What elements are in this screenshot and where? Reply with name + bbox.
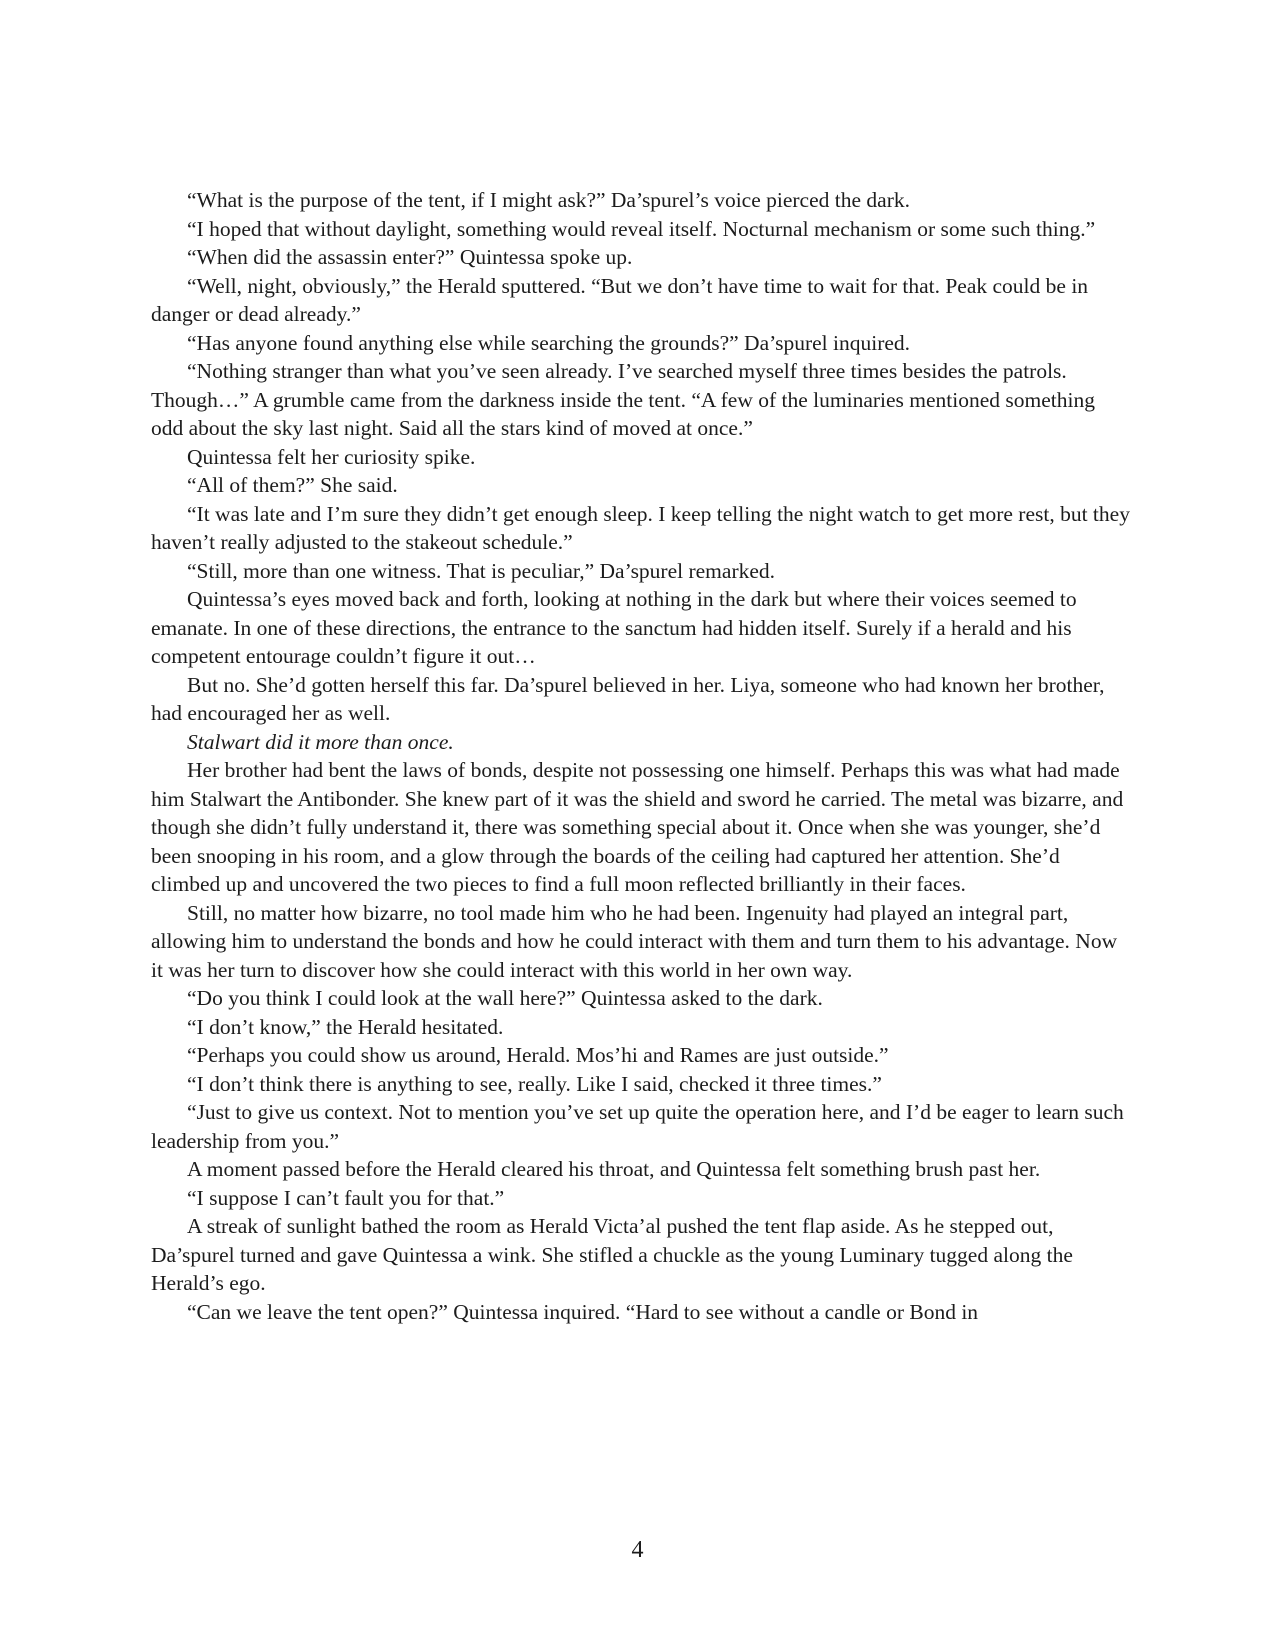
paragraph: “Still, more than one witness. That is peculiar,” Da’spurel remarked. bbox=[187, 558, 776, 583]
paragraph: “It was late and I’m sure they didn’t get enough sleep. I keep telling the night watch to get more rest, but they haven’t really adjusted to the stakeout schedule.” bbox=[151, 501, 1130, 554]
paragraph: “Well, night, obviously,” the Herald sputtered. “But we don’t have time to wait for that. Peak could be in danger or dead already.” bbox=[151, 273, 1089, 326]
paragraph: “All of them?” She said. bbox=[187, 473, 398, 497]
paragraph: “Perhaps you could show us around, Herald. Mos’hi and Rames are just outside.” bbox=[187, 1043, 889, 1067]
paragraph: “What is the purpose of the tent, if I might ask?” Da’spurel’s voice pierced the dark. bbox=[187, 188, 910, 212]
paragraph: “I don’t know,” the Herald hesitated. bbox=[187, 1014, 504, 1039]
paragraph: “Do you think I could look at the wall here?” Quintessa asked to the dark. bbox=[187, 986, 823, 1010]
italic-thought-paragraph: Stalwart did it more than once. bbox=[187, 729, 454, 754]
paragraph: A moment passed before the Herald cleared his throat, and Quintessa felt something brush past her. bbox=[187, 1157, 1041, 1181]
paragraph: “Just to give us context. Not to mention you’ve set up quite the operation here, and I’d be eager to learn such leadership from you.” bbox=[151, 1100, 1124, 1153]
paragraph: “Nothing stranger than what you’ve seen already. I’ve searched myself three times besides the patrols. Though…” A grumble came from the darkness inside the tent. “A few of the luminaries mentioned something odd about the sky last night. Said all the stars kind of moved at once.” bbox=[151, 359, 1095, 440]
paragraph: Her brother had bent the laws of bonds, despite not possessing one himself. Perhaps this was what had made him Stalwart the Antibonder. She knew part of it was the shield and sword he carried. The metal was bizarre, and though she didn’t fully understand it, there was something special about it. Once when she was younger, she’d been snooping in his room, and a glow through the boards of the ceiling had captured her attention. She’d climbed up and uncovered the two pieces to find a full moon reflected brilliantly in their faces. bbox=[151, 758, 1124, 896]
paragraph: Quintessa felt her curiosity spike. bbox=[187, 444, 476, 469]
paragraph: “I hoped that without daylight, something would reveal itself. Nocturnal mechanism or some such thing.” bbox=[187, 216, 1096, 241]
page-number: 4 bbox=[631, 1537, 644, 1563]
paragraph: Quintessa’s eyes moved back and forth, looking at nothing in the dark but where their voices seemed to emanate. In one of these directions, the entrance to the sanctum had hidden itself. Surely if a herald and his competent entourage couldn’t figure it out… bbox=[151, 587, 1077, 668]
paragraph: “Has anyone found anything else while searching the grounds?” Da’spurel inquired. bbox=[187, 330, 911, 355]
paragraph: A streak of sunlight bathed the room as Herald Victa’al pushed the tent flap aside. As he stepped out, Da’spurel turned and gave Quintessa a wink. She stifled a chuckle as the young Luminary tugged along the Herald’s ego. bbox=[151, 1214, 1073, 1295]
paragraph: “I suppose I can’t fault you for that.” bbox=[187, 1185, 505, 1210]
paragraph: Still, no matter how bizarre, no tool made him who he had been. Ingenuity had played an integral part, allowing him to understand the bonds and how he could interact with them and turn them to his advantage. Now it was her turn to discover how she could interact with this world in her own way. bbox=[151, 900, 1118, 982]
paragraph: “When did the assassin enter?” Quintessa spoke up. bbox=[187, 245, 633, 269]
paragraph: “Can we leave the tent open?” Quintessa inquired. “Hard to see without a candle or Bond in bbox=[187, 1299, 979, 1324]
paragraph: But no. She’d gotten herself this far. Da’spurel believed in her. Liya, someone who had known her brother, had encouraged her as well. bbox=[151, 672, 1105, 725]
paragraph: “I don’t think there is anything to see, really. Like I said, checked it three times.” bbox=[187, 1071, 882, 1096]
page-body bbox=[151, 186, 1131, 1326]
